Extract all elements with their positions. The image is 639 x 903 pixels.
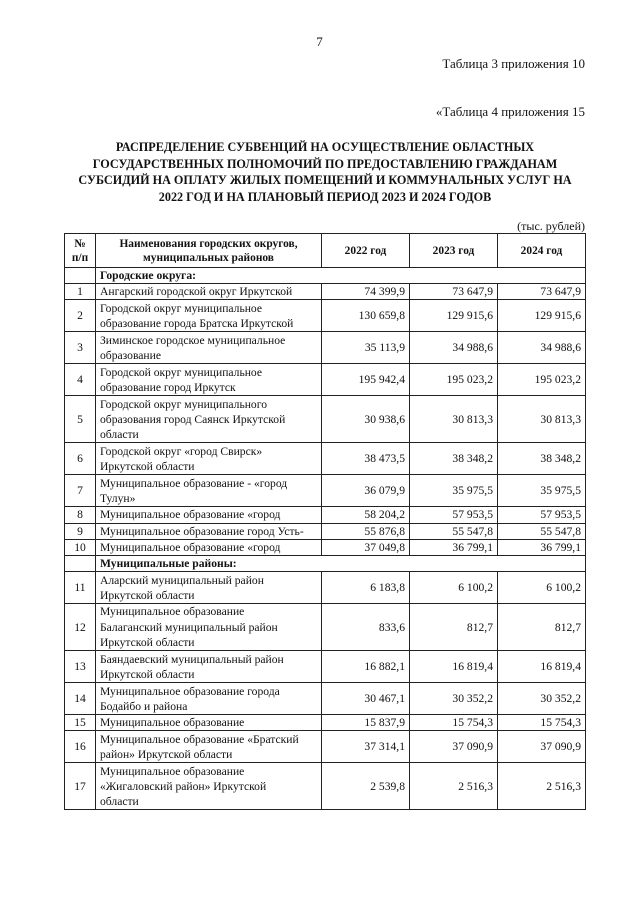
value-2024: 2 516,3 bbox=[498, 763, 586, 810]
value-2023: 55 547,8 bbox=[410, 523, 498, 539]
table-row bbox=[65, 731, 586, 763]
value-2024: 30 813,3 bbox=[498, 396, 586, 443]
municipality-name-line: Тулун» bbox=[100, 491, 136, 505]
row-number: 17 bbox=[65, 763, 96, 810]
municipality-name-line: Баяндаевский муниципальный район bbox=[100, 652, 284, 666]
section-row bbox=[65, 556, 586, 572]
municipality-name-line: образования город Саянск Иркутской bbox=[100, 412, 286, 426]
value-2023: 35 975,5 bbox=[410, 475, 498, 507]
municipality-name bbox=[96, 332, 322, 364]
value-2024: 36 799,1 bbox=[498, 539, 586, 555]
value-2024: 6 100,2 bbox=[498, 572, 586, 604]
annex-reference-2: «Таблица 4 приложения 15 bbox=[435, 104, 585, 119]
municipality-name bbox=[96, 651, 322, 683]
municipality-name bbox=[96, 523, 322, 539]
municipality-name bbox=[96, 763, 322, 810]
row-number: 10 bbox=[65, 539, 96, 555]
header-name-line: муниципальных районов bbox=[143, 251, 274, 264]
annex-reference-1: Таблица 3 приложения 10 bbox=[442, 56, 585, 71]
municipality-name-line: Иркутской области bbox=[100, 667, 195, 681]
table-row bbox=[65, 364, 586, 396]
value-2022: 130 659,8 bbox=[322, 300, 410, 332]
municipality-name-line: области bbox=[100, 428, 139, 441]
municipality-name-line: «Жигаловский район» Иркутской bbox=[100, 779, 267, 793]
municipality-name bbox=[96, 475, 322, 507]
municipality-name-line: образование bbox=[100, 348, 161, 362]
municipality-name-line: Городской округ «город Свирск» bbox=[100, 444, 263, 458]
header-number bbox=[65, 234, 96, 268]
table-row bbox=[65, 396, 586, 443]
row-number: 8 bbox=[65, 507, 96, 523]
table-row bbox=[65, 300, 586, 332]
section-row bbox=[65, 268, 586, 284]
value-2022: 55 876,8 bbox=[322, 523, 410, 539]
value-2023: 38 348,2 bbox=[410, 443, 498, 475]
table-row bbox=[65, 651, 586, 683]
subsidy-table bbox=[64, 233, 586, 810]
value-2023: 6 100,2 bbox=[410, 572, 498, 604]
table-row bbox=[65, 284, 586, 300]
municipality-name bbox=[96, 604, 322, 651]
header-2024: 2024 год bbox=[498, 234, 586, 268]
municipality-name-line: образование города Братска Иркутской bbox=[100, 316, 294, 330]
value-2023: 37 090,9 bbox=[410, 731, 498, 763]
municipality-name-line: Иркутской области bbox=[100, 588, 195, 602]
value-2024: 34 988,6 bbox=[498, 332, 586, 364]
section-number-cell bbox=[65, 556, 96, 572]
section-label: Муниципальные районы: bbox=[96, 556, 586, 572]
value-2022: 2 539,8 bbox=[322, 763, 410, 810]
value-2023: 129 915,6 bbox=[410, 300, 498, 332]
municipality-name-line: Городской округ муниципальное bbox=[100, 301, 263, 315]
value-2024: 16 819,4 bbox=[498, 651, 586, 683]
municipality-name-line: Ангарский городской округ Иркутской bbox=[100, 285, 293, 299]
value-2022: 833,6 bbox=[322, 604, 410, 651]
row-number: 6 bbox=[65, 443, 96, 475]
value-2023: 57 953,5 bbox=[410, 507, 498, 523]
value-2024: 15 754,3 bbox=[498, 715, 586, 731]
value-2024: 37 090,9 bbox=[498, 731, 586, 763]
municipality-name-line: Зиминское городское муниципальное bbox=[100, 333, 286, 347]
municipality-name-line: Муниципальное образование города bbox=[100, 684, 280, 698]
municipality-name-line: Муниципальное образование город Усть- bbox=[100, 524, 304, 538]
table-row bbox=[65, 523, 586, 539]
municipality-name bbox=[96, 572, 322, 604]
municipality-name bbox=[96, 364, 322, 396]
municipality-name bbox=[96, 731, 322, 763]
value-2022: 35 113,9 bbox=[322, 332, 410, 364]
value-2022: 58 204,2 bbox=[322, 507, 410, 523]
value-2023: 2 516,3 bbox=[410, 763, 498, 810]
row-number: 7 bbox=[65, 475, 96, 507]
municipality-name-line: Муниципальное образование «город bbox=[100, 508, 281, 522]
value-2024: 38 348,2 bbox=[498, 443, 586, 475]
row-number: 16 bbox=[65, 731, 96, 763]
document-title bbox=[60, 139, 590, 205]
header-name bbox=[96, 234, 322, 268]
municipality-name-line: Муниципальное образование bbox=[100, 605, 245, 619]
municipality-name-line: район» Иркутской области bbox=[100, 747, 233, 761]
header-number-line: п/п bbox=[71, 251, 89, 264]
table-row bbox=[65, 715, 586, 731]
row-number: 15 bbox=[65, 715, 96, 731]
municipality-name bbox=[96, 539, 322, 555]
value-2022: 36 079,9 bbox=[322, 475, 410, 507]
section-label: Городские округа: bbox=[96, 268, 586, 284]
row-number: 12 bbox=[65, 604, 96, 651]
table-body bbox=[65, 268, 586, 810]
value-2024: 195 023,2 bbox=[498, 364, 586, 396]
municipality-name-line: Муниципальное образование «город bbox=[100, 540, 281, 554]
value-2022: 195 942,4 bbox=[322, 364, 410, 396]
title-line: СУБСИДИЙ НА ОПЛАТУ ЖИЛЫХ ПОМЕЩЕНИЙ И КОММУНАЛЬНЫХ УСЛУГ НА bbox=[78, 173, 572, 187]
value-2023: 34 988,6 bbox=[410, 332, 498, 364]
table-row bbox=[65, 683, 586, 715]
header-number-line: № bbox=[74, 237, 86, 250]
municipality-name-line: Муниципальное образование bbox=[100, 716, 245, 730]
table-row bbox=[65, 763, 586, 810]
value-2024: 812,7 bbox=[498, 604, 586, 651]
header-name-line: Наименования городских округов, bbox=[119, 237, 298, 250]
table-row bbox=[65, 572, 586, 604]
value-2023: 73 647,9 bbox=[410, 284, 498, 300]
municipality-name bbox=[96, 284, 322, 300]
value-2023: 15 754,3 bbox=[410, 715, 498, 731]
section-number-cell bbox=[65, 268, 96, 284]
header-2023: 2023 год bbox=[410, 234, 498, 268]
value-2022: 16 882,1 bbox=[322, 651, 410, 683]
table-row bbox=[65, 475, 586, 507]
row-number: 2 bbox=[65, 300, 96, 332]
value-2023: 30 352,2 bbox=[410, 683, 498, 715]
value-2024: 30 352,2 bbox=[498, 683, 586, 715]
municipality-name-line: области bbox=[100, 795, 139, 809]
row-number: 4 bbox=[65, 364, 96, 396]
municipality-name bbox=[96, 396, 322, 443]
municipality-name-line: Городской округ муниципальное bbox=[100, 365, 263, 379]
row-number: 14 bbox=[65, 683, 96, 715]
municipality-name-line: Иркутской области bbox=[100, 635, 195, 649]
municipality-name-line: Муниципальное образование «Братский bbox=[100, 732, 299, 746]
row-number: 11 bbox=[65, 572, 96, 604]
title-line: ГОСУДАРСТВЕННЫХ ПОЛНОМОЧИЙ ПО ПРЕДОСТАВЛЕНИЮ ГРАЖДАНАМ bbox=[92, 156, 558, 171]
value-2023: 812,7 bbox=[410, 604, 498, 651]
municipality-name-line: образование город Иркутск bbox=[100, 380, 236, 394]
municipality-name bbox=[96, 507, 322, 523]
page-number: 7 bbox=[316, 34, 323, 49]
municipality-name-line: Муниципальное образование bbox=[100, 764, 245, 778]
title-line: РАСПРЕДЕЛЕНИЕ СУБВЕНЦИЙ НА ОСУЩЕСТВЛЕНИЕ ОБЛАСТНЫХ bbox=[115, 140, 535, 154]
row-number: 3 bbox=[65, 332, 96, 364]
table-row bbox=[65, 539, 586, 555]
municipality-name bbox=[96, 300, 322, 332]
municipality-name-line: Городской округ муниципального bbox=[100, 397, 267, 411]
value-2022: 38 473,5 bbox=[322, 443, 410, 475]
table-row bbox=[65, 443, 586, 475]
value-2022: 15 837,9 bbox=[322, 715, 410, 731]
row-number: 9 bbox=[65, 523, 96, 539]
municipality-name-line: Бодайбо и района bbox=[100, 699, 188, 713]
value-2022: 37 049,8 bbox=[322, 539, 410, 555]
table-row bbox=[65, 507, 586, 523]
municipality-name bbox=[96, 443, 322, 475]
value-2022: 37 314,1 bbox=[322, 731, 410, 763]
row-number: 5 bbox=[65, 396, 96, 443]
header-2022: 2022 год bbox=[322, 234, 410, 268]
value-2024: 129 915,6 bbox=[498, 300, 586, 332]
municipality-name-line: Муниципальное образование - «город bbox=[100, 476, 288, 490]
value-2024: 73 647,9 bbox=[498, 284, 586, 300]
table-header-row bbox=[65, 234, 586, 268]
value-2024: 55 547,8 bbox=[498, 523, 586, 539]
municipality-name-line: Балаганский муниципальный район bbox=[100, 620, 278, 634]
value-2022: 30 938,6 bbox=[322, 396, 410, 443]
value-2023: 195 023,2 bbox=[410, 364, 498, 396]
table-row bbox=[65, 604, 586, 651]
value-2023: 16 819,4 bbox=[410, 651, 498, 683]
municipality-name bbox=[96, 715, 322, 731]
value-2024: 57 953,5 bbox=[498, 507, 586, 523]
row-number: 13 bbox=[65, 651, 96, 683]
value-2022: 6 183,8 bbox=[322, 572, 410, 604]
value-2023: 36 799,1 bbox=[410, 539, 498, 555]
value-2022: 30 467,1 bbox=[322, 683, 410, 715]
municipality-name bbox=[96, 683, 322, 715]
row-number: 1 bbox=[65, 284, 96, 300]
table-row bbox=[65, 332, 586, 364]
title-line: 2022 ГОД И НА ПЛАНОВЫЙ ПЕРИОД 2023 И 2024 ГОДОВ bbox=[158, 189, 492, 204]
municipality-name-line: Иркутской области bbox=[100, 459, 195, 473]
municipality-name-line: Аларский муниципальный район bbox=[100, 573, 264, 587]
value-2022: 74 399,9 bbox=[322, 284, 410, 300]
value-2024: 35 975,5 bbox=[498, 475, 586, 507]
value-2023: 30 813,3 bbox=[410, 396, 498, 443]
units-label: (тыс. рублей) bbox=[517, 219, 585, 233]
